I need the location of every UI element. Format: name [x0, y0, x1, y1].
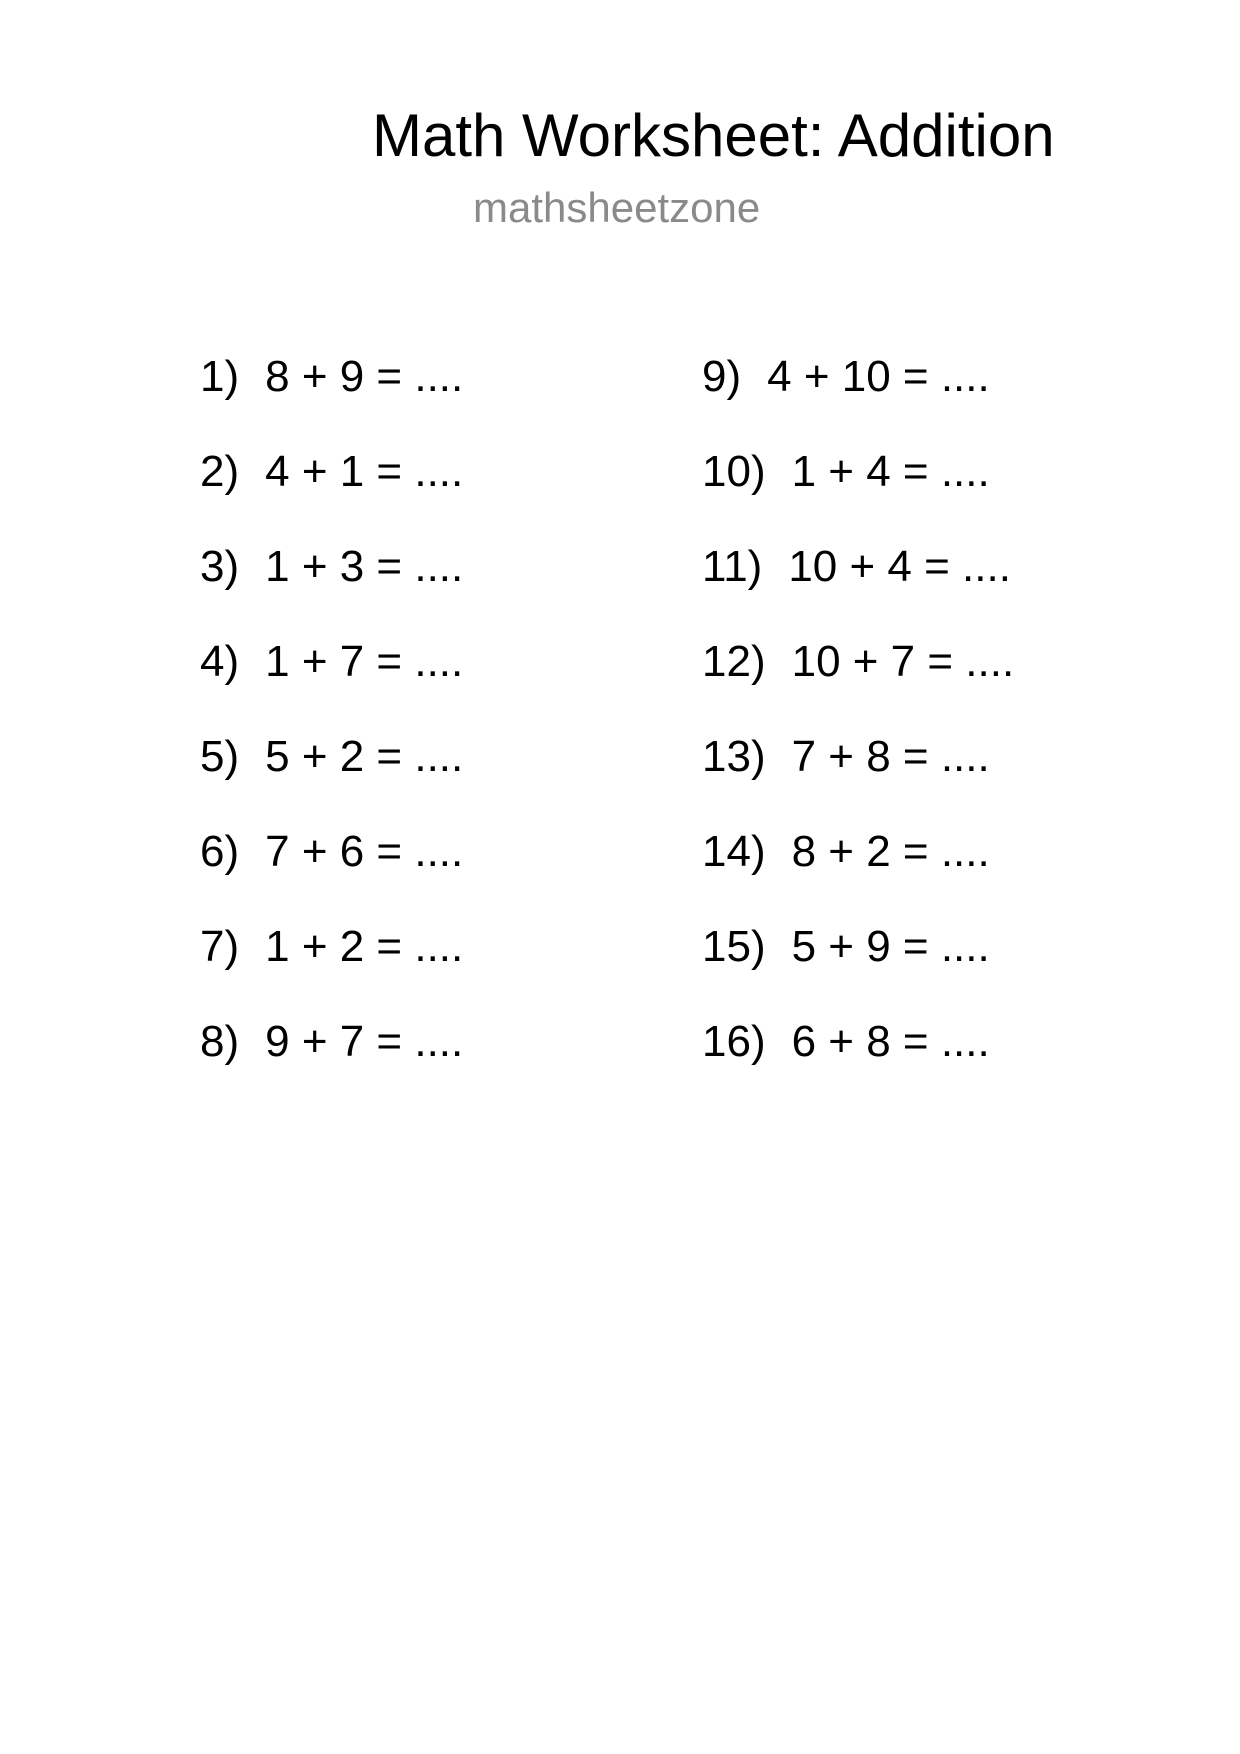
- problem-number: 9): [702, 352, 742, 401]
- problem-item: [702, 352, 1202, 447]
- problem-expression: 7 + 8 = ....: [791, 732, 990, 781]
- problem-expression: 1 + 4 = ....: [791, 447, 990, 496]
- problem-expression: 8 + 9 = ....: [265, 352, 464, 401]
- problem-expression: 7 + 6 = ....: [265, 827, 464, 876]
- problem-item: [702, 447, 1202, 542]
- problem-item: [200, 637, 700, 732]
- problem-item: [200, 542, 700, 637]
- problem-number: 4): [200, 637, 240, 686]
- problem-number: 12): [702, 637, 766, 686]
- problem-expression: 10 + 7 = ....: [791, 637, 1015, 686]
- problem-expression: 5 + 9 = ....: [791, 922, 990, 971]
- problem-number: 16): [702, 1017, 766, 1066]
- problem-item: [200, 827, 700, 922]
- problem-item: [200, 732, 700, 827]
- problems-right-column: [702, 352, 1202, 1112]
- problem-item: [702, 922, 1202, 1017]
- problem-number: 14): [702, 827, 766, 876]
- page-subtitle: mathsheetzone: [473, 184, 761, 231]
- problem-expression: 8 + 2 = ....: [791, 827, 990, 876]
- page-title: Math Worksheet: Addition: [372, 102, 1055, 169]
- problem-number: 15): [702, 922, 766, 971]
- problem-expression: 1 + 3 = ....: [265, 542, 464, 591]
- problem-expression: 4 + 1 = ....: [265, 447, 464, 496]
- problems-left-column: [200, 352, 700, 1112]
- problem-item: [702, 732, 1202, 827]
- problem-number: 1): [200, 352, 240, 401]
- problem-expression: 1 + 2 = ....: [265, 922, 464, 971]
- problem-number: 2): [200, 447, 240, 496]
- problem-item: [702, 1017, 1202, 1112]
- problem-item: [702, 637, 1202, 732]
- problem-expression: 9 + 7 = ....: [265, 1017, 464, 1066]
- problem-item: [200, 447, 700, 542]
- problem-item: [702, 827, 1202, 922]
- problem-number: 11): [702, 542, 763, 591]
- problem-expression: 5 + 2 = ....: [265, 732, 464, 781]
- problem-number: 13): [702, 732, 766, 781]
- problem-number: 7): [200, 922, 240, 971]
- problem-expression: 4 + 10 = ....: [767, 352, 990, 401]
- problem-number: 3): [200, 542, 240, 591]
- problem-item: [200, 922, 700, 1017]
- problem-number: 8): [200, 1017, 240, 1066]
- problem-item: [702, 542, 1202, 637]
- problem-expression: 1 + 7 = ....: [265, 637, 464, 686]
- problem-number: 5): [200, 732, 240, 781]
- problem-number: 10): [702, 447, 766, 496]
- problem-item: [200, 352, 700, 447]
- problem-expression: 6 + 8 = ....: [791, 1017, 990, 1066]
- problem-item: [200, 1017, 700, 1112]
- problem-expression: 10 + 4 = ....: [788, 542, 1011, 591]
- problem-number: 6): [200, 827, 240, 876]
